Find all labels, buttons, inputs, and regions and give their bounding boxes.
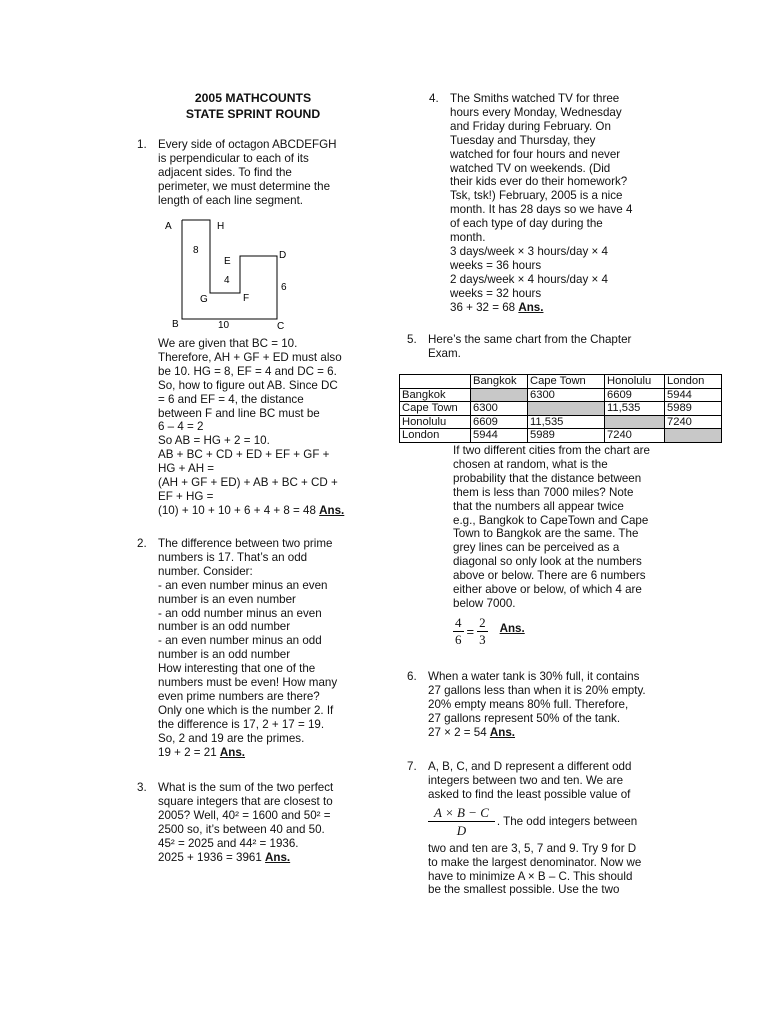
- text-line: EF + HG =: [158, 489, 214, 503]
- table-cell: 5989: [665, 402, 722, 416]
- text-line: A, B, C, and D represent a different odd: [428, 760, 632, 773]
- table-cell: London: [665, 375, 722, 389]
- text-line: integers between two and ten. We are: [428, 773, 624, 787]
- table-cell: [528, 402, 605, 416]
- text-line: We are given that BC = 10.: [158, 337, 298, 350]
- text-line: - an odd number minus an even: [158, 606, 322, 620]
- answer-expression: (10) + 10 + 10 + 6 + 4 + 8 = 48: [158, 503, 320, 517]
- table-cell: 5944: [471, 429, 528, 443]
- text-line: to make the largest denominator. Now we: [428, 855, 642, 869]
- numerator: 4: [455, 615, 462, 631]
- text-line: month.: [450, 231, 486, 245]
- text-line: So AB = HG + 2 = 10.: [158, 434, 270, 448]
- title-line-1: 2005 MATHCOUNTS: [194, 91, 312, 105]
- text-line: even prime numbers are there?: [158, 689, 320, 703]
- text-line: HG + AH =: [158, 462, 215, 476]
- table-row: [400, 415, 722, 429]
- problem-7: [407, 760, 707, 897]
- text-line: length of each line segment.: [158, 193, 304, 207]
- numerator: A × B − C: [428, 804, 495, 822]
- text-line: How interesting that one of the: [158, 662, 316, 676]
- text-line: So, 2 and 19 are the primes.: [158, 731, 305, 745]
- text-line: between F and line BC must be: [158, 406, 320, 420]
- label-d: D: [279, 250, 287, 261]
- text-line: (AH + GF + ED) + AB + BC + CD +: [158, 476, 338, 490]
- text-line: grey lines can be perceived as a: [453, 541, 620, 555]
- text-line: above or below. There are 6 numbers: [453, 569, 646, 583]
- text-line: 45² = 2025 and 44² = 1936.: [158, 836, 299, 850]
- table-row: [400, 402, 722, 416]
- table-cell: Bangkok: [400, 388, 471, 402]
- text-line: e.g., Bangkok to CapeTown and Cape: [453, 513, 649, 527]
- problem-2: [137, 537, 377, 760]
- text-line: Tsk, tsk!) February, 2005 is a nice: [450, 189, 623, 203]
- text-line: either above or below, of which 4 are: [453, 583, 642, 597]
- answer-expression: 2025 + 1936 = 3961: [158, 850, 266, 864]
- text-line: What is the sum of the two perfect: [158, 781, 334, 794]
- text-line: - an even number minus an odd: [158, 634, 322, 648]
- answer-label: Ans.: [219, 745, 246, 759]
- title-line-2: STATE SPRINT ROUND: [185, 107, 321, 121]
- text-line: Tuesday and Thursday, they: [450, 133, 596, 147]
- label-4: 4: [224, 275, 230, 286]
- text-line: hours every Monday, Wednesday: [450, 105, 622, 119]
- label-h: H: [217, 221, 225, 232]
- problem-6: [407, 670, 707, 740]
- table-cell: 7240: [665, 415, 722, 429]
- answer-line: [158, 504, 377, 518]
- denominator: 6: [455, 632, 462, 648]
- text-line: weeks = 32 hours: [450, 286, 542, 300]
- table-cell: [665, 429, 722, 443]
- answer-expression: 27 × 2 = 54: [428, 725, 490, 739]
- problem-1-solution: [137, 337, 377, 518]
- text-line: number is an even number: [158, 592, 296, 606]
- answer-line: [450, 301, 689, 315]
- text-line: When a water tank is 30% full, it contains: [428, 670, 640, 683]
- answer-label: Ans.: [265, 850, 291, 864]
- text-line: probability that the distance between: [453, 471, 642, 485]
- text-line: perimeter, we must determine the: [158, 179, 331, 193]
- text-line: AB + BC + CD + ED + EF + GF +: [158, 448, 330, 462]
- denominator: D: [456, 823, 467, 839]
- fraction-line: [428, 802, 707, 842]
- text-line: be the smallest possible. Use the two: [428, 883, 620, 897]
- table-cell: 11,535: [528, 415, 605, 429]
- fraction-4-6: [453, 615, 464, 648]
- answer-label: Ans.: [518, 300, 544, 314]
- label-6: 6: [281, 282, 287, 293]
- text-line: below 7000.: [453, 596, 516, 610]
- text-line: number. Consider:: [158, 564, 253, 578]
- answer-label: Ans.: [499, 621, 525, 635]
- text-line: Every side of octagon ABCDEFGH: [158, 138, 337, 151]
- text-line: 27 gallons less than when it is 20% empty.: [428, 683, 646, 697]
- denominator: 3: [479, 632, 486, 648]
- answer-line: [158, 746, 377, 760]
- table-row: [400, 388, 722, 402]
- text-line: Therefore, AH + GF + ED must also: [158, 350, 342, 364]
- table-cell: [471, 388, 528, 402]
- problem-number: 4.: [429, 92, 439, 105]
- fraction-answer: [453, 613, 723, 651]
- text-line: numbers is 17. That’s an odd: [158, 550, 308, 564]
- table-header-row: [400, 375, 722, 389]
- table-cell: 6609: [471, 415, 528, 429]
- problem-4: [429, 92, 689, 315]
- text-line: watched for four hours and never: [450, 147, 621, 161]
- answer-expression: 36 + 32 = 68: [450, 300, 519, 314]
- text-line: chosen at random, what is the: [453, 457, 608, 471]
- text-line: Town to Bangkok are the same. The: [453, 527, 639, 541]
- distance-table: [399, 374, 722, 443]
- problem-1-intro: [158, 138, 377, 208]
- table-cell: Bangkok: [471, 375, 528, 389]
- label-10: 10: [218, 320, 230, 331]
- text-line: have to minimize A × B – C. This should: [428, 869, 633, 883]
- problem-number: 5.: [407, 333, 417, 346]
- table-cell: [605, 415, 665, 429]
- text-line: of each type of day during the: [450, 217, 603, 231]
- problem-5-solution: [453, 444, 723, 651]
- page-title: [137, 90, 369, 122]
- table-cell: 5989: [528, 429, 605, 443]
- answer-label: Ans.: [319, 503, 345, 517]
- text-line: . The odd integers between: [496, 814, 638, 828]
- numerator: 2: [479, 615, 486, 631]
- table-cell: 11,535: [605, 402, 665, 416]
- text-line: 27 gallons represent 50% of the tank.: [428, 711, 621, 725]
- equals-sign: =: [466, 623, 475, 639]
- label-c: C: [277, 321, 285, 332]
- text-line: Exam.: [428, 346, 461, 360]
- label-g: G: [200, 294, 208, 305]
- fraction-expression: [428, 804, 495, 839]
- label-a: A: [165, 221, 172, 232]
- text-line: them is less than 7000 miles? Note: [453, 485, 634, 499]
- problem-number: 6.: [407, 670, 417, 683]
- text-line: their kids ever do their homework?: [450, 175, 628, 189]
- label-b: B: [172, 319, 179, 330]
- label-f: F: [243, 293, 250, 304]
- problem-number: 1.: [137, 138, 147, 151]
- text-line: The Smiths watched TV for three: [450, 92, 620, 105]
- label-8: 8: [193, 245, 199, 256]
- table-cell: Honolulu: [605, 375, 665, 389]
- table-cell: 5944: [665, 388, 722, 402]
- table-cell: 7240: [605, 429, 665, 443]
- problem-1: [137, 138, 377, 208]
- problem-number: 7.: [407, 760, 417, 773]
- problem-3: [137, 781, 377, 864]
- text-line: = 6 and EF = 4, the distance: [158, 392, 304, 406]
- problem-5: [407, 333, 707, 361]
- text-line: asked to find the least possible value of: [428, 787, 631, 801]
- text-line: two and ten are 3, 5, 7 and 9. Try 9 for D: [428, 841, 637, 855]
- text-line: 2 days/week × 4 hours/day × 4: [450, 272, 608, 286]
- text-line: square integers that are closest to: [158, 794, 333, 808]
- text-line: watched TV on weekends. (Did: [450, 161, 611, 175]
- table-cell: Cape Town: [400, 402, 471, 416]
- problem-number: 2.: [137, 537, 147, 550]
- text-line: numbers must be even! How many: [158, 676, 338, 690]
- text-line: adjacent sides. To find the: [158, 165, 292, 179]
- answer-line: [428, 726, 707, 740]
- text-line: number is an odd number: [158, 648, 291, 662]
- answer-expression: 19 + 2 = 21: [158, 745, 220, 759]
- answer-line: [158, 851, 377, 865]
- problem-number: 3.: [137, 781, 147, 794]
- table-cell: 6300: [471, 402, 528, 416]
- text-line: 6 – 4 = 2: [158, 420, 204, 434]
- text-line: be 10. HG = 8, EF = 4 and DC = 6.: [158, 364, 337, 378]
- text-line: 3 days/week × 3 hours/day × 4: [450, 244, 608, 258]
- text-line: that the numbers all appear twice: [453, 499, 624, 513]
- text-line: month. It has 28 days so we have 4: [450, 203, 633, 217]
- text-line: and Friday during February. On: [450, 119, 611, 133]
- label-e: E: [224, 256, 231, 267]
- octagon-figure: [155, 212, 305, 334]
- table-cell: Cape Town: [528, 375, 605, 389]
- text-line: Only one which is the number 2. If: [158, 703, 334, 717]
- table-row: [400, 429, 722, 443]
- text-line: Here’s the same chart from the Chapter: [428, 333, 632, 346]
- table-cell: Honolulu: [400, 415, 471, 429]
- fraction-2-3: [477, 615, 488, 648]
- text-line: diagonal so only look at the numbers: [453, 555, 642, 569]
- text-line: 2005? Well, 40² = 1600 and 50² =: [158, 808, 331, 822]
- text-line: - an even number minus an even: [158, 578, 328, 592]
- text-line: the difference is 17, 2 + 17 = 19.: [158, 717, 325, 731]
- text-line: If two different cities from the chart are: [453, 444, 650, 457]
- text-line: number is an odd number: [158, 620, 291, 634]
- answer-label: Ans.: [489, 725, 516, 739]
- text-line: weeks = 36 hours: [450, 258, 542, 272]
- text-line: is perpendicular to each of its: [158, 151, 309, 165]
- table-cell: 6609: [605, 388, 665, 402]
- text-line: 2500 so, it’s between 40 and 50.: [158, 822, 325, 836]
- table-cell: [400, 375, 471, 389]
- text-line: So, how to figure out AB. Since DC: [158, 378, 338, 392]
- left-column: [137, 90, 377, 122]
- table-cell: 6300: [528, 388, 605, 402]
- table-cell: London: [400, 429, 471, 443]
- text-line: 20% empty means 80% full. Therefore,: [428, 697, 629, 711]
- text-line: The difference between two prime: [158, 537, 333, 550]
